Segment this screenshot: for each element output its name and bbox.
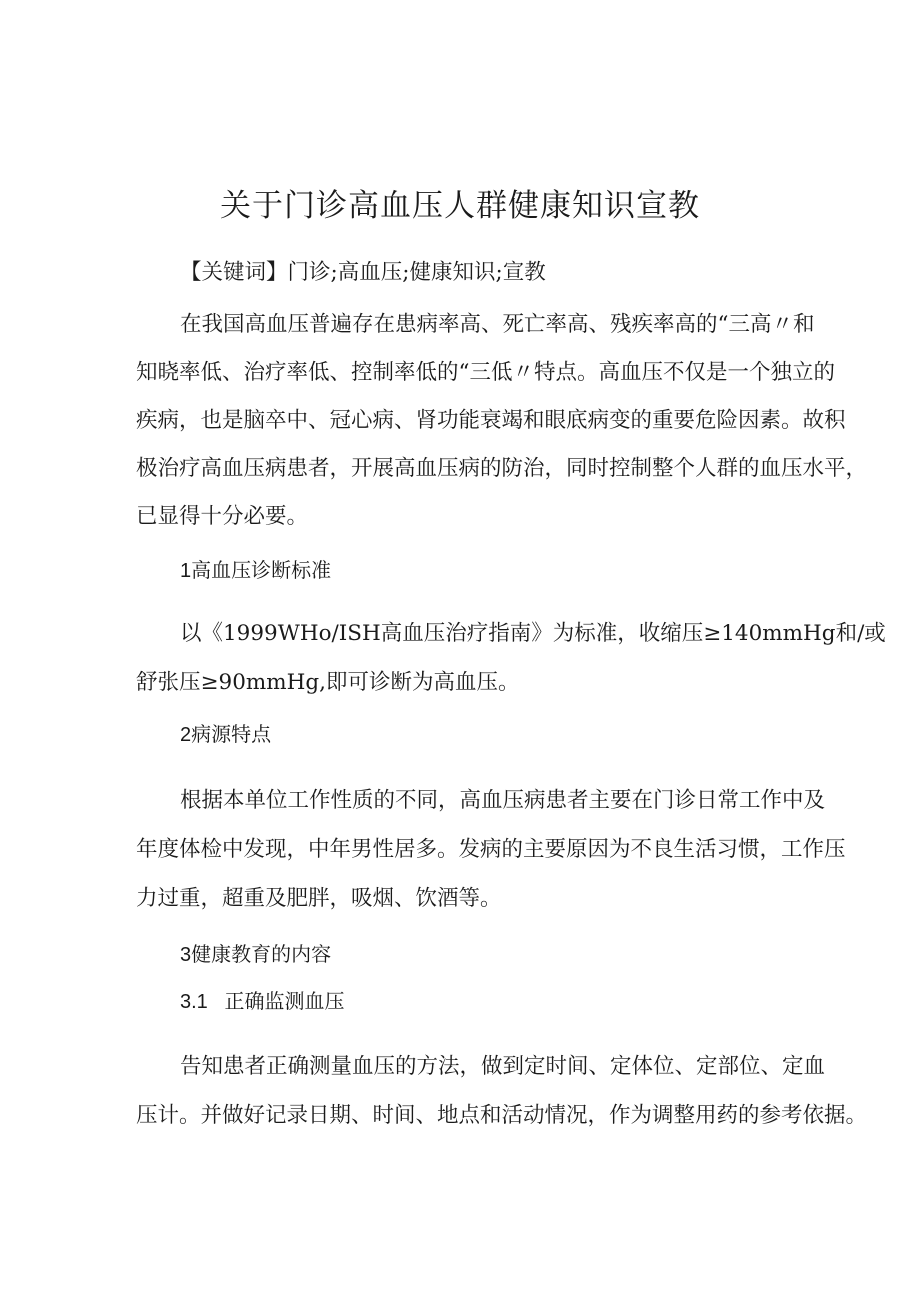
section-heading-1: 1高血压诊断标准 (180, 560, 332, 582)
keywords-line: 【关键词】门诊;高血压;健康知识;宣教 (180, 260, 546, 285)
paragraph-line: 根据本单位工作性质的不同，高血压病患者主要在门诊日常工作中及 (180, 788, 826, 813)
paragraph-line: 舒张压≥90mmHg,即可诊断为高血压。 (136, 670, 520, 695)
intro-line: 疾病，也是脑卒中、冠心病、肾功能衰竭和眼底病变的重要危险因素。故积 (136, 408, 846, 433)
paragraph-line: 力过重，超重及肥胖，吸烟、饮酒等。 (136, 886, 502, 911)
intro-line: 在我国高血压普遍存在患病率高、死亡率高、残疾率高的“三高〃和 (180, 312, 815, 337)
intro-line: 知晓率低、治疗率低、控制率低的“三低〃特点。高血压不仅是一个独立的 (136, 360, 835, 385)
subsection-heading-3-1: 3.1 正确监测血压 (180, 991, 345, 1013)
intro-line: 极治疗高血压病患者，开展高血压病的防治，同时控制整个人群的血压水平， (136, 456, 868, 481)
paragraph-line: 告知患者正确测量血压的方法，做到定时间、定体位、定部位、定血 (180, 1054, 826, 1079)
paragraph-line: 年度体检中发现，中年男性居多。发病的主要原因为不良生活习惯，工作压 (136, 837, 846, 862)
paragraph-line: 压计。并做好记录日期、时间、地点和活动情况，作为调整用药的参考依据。 (136, 1103, 868, 1128)
paragraph-line: 以《1999WHo/ISH高血压治疗指南》为标准，收缩压≥140mmHg和/或 (180, 621, 886, 646)
section-heading-2: 2病源特点 (180, 724, 272, 746)
document-title: 关于门诊高血压人群健康知识宣教 (220, 188, 700, 224)
intro-line: 已显得十分必要。 (136, 504, 309, 529)
section-heading-3: 3健康教育的内容 (180, 944, 332, 966)
